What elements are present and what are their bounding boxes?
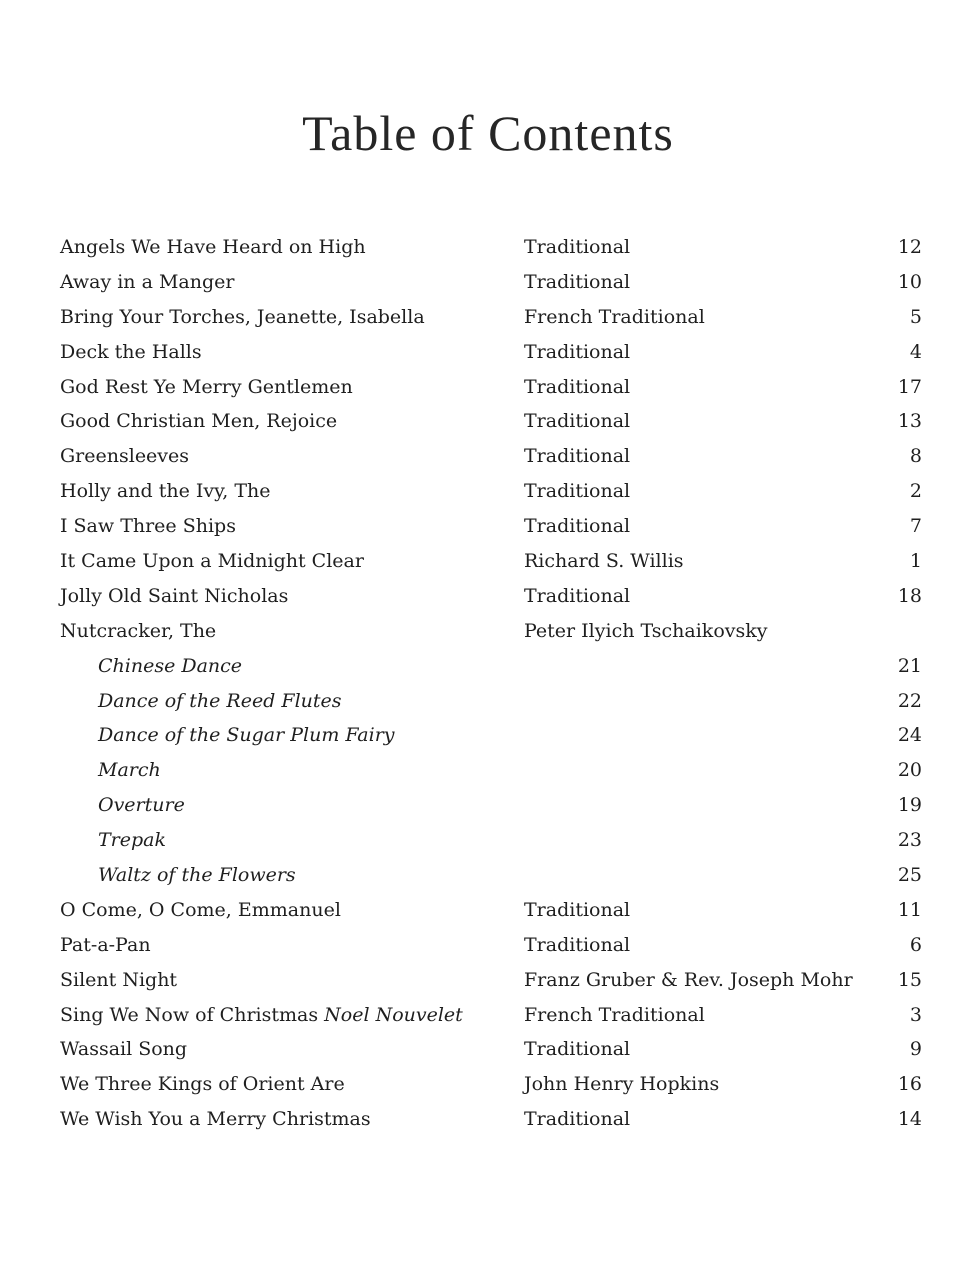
- toc-entry: [0, 788, 976, 823]
- song-title-text: O Come, O Come, Emmanuel: [60, 898, 341, 921]
- song-title-text: Bring Your Torches, Jeanette, Isabella: [60, 305, 425, 328]
- song-title-text: Greensleeves: [60, 445, 190, 468]
- song-title-text: Sing We Now of Christmas: [60, 1003, 319, 1026]
- toc-entry: [0, 265, 976, 300]
- composer: Franz Gruber & Rev. Joseph Mohr: [524, 968, 853, 991]
- song-title: [60, 928, 151, 963]
- song-title-text: Dance of the Reed Flutes: [98, 689, 342, 712]
- page-number: 21: [897, 654, 922, 677]
- composer: Richard S. Willis: [524, 550, 684, 573]
- toc-entry: [0, 928, 976, 963]
- composer: Traditional: [524, 898, 631, 921]
- page-number: 25: [897, 864, 922, 887]
- composer: Peter Ilyich Tschaikovsky: [524, 619, 768, 642]
- movement-title: [98, 788, 185, 823]
- page-number: 5: [909, 305, 922, 328]
- song-title-text: Away in a Manger: [60, 270, 235, 293]
- toc-entry: [0, 893, 976, 928]
- composer: Traditional: [524, 375, 631, 398]
- song-title-text: Chinese Dance: [98, 654, 243, 677]
- page-number: 1: [909, 550, 922, 573]
- song-title: [60, 579, 288, 614]
- movement-title: [98, 823, 166, 858]
- song-title: [60, 404, 337, 439]
- song-title: [60, 300, 425, 335]
- page-number: 15: [897, 968, 922, 991]
- toc-entry: [0, 370, 976, 405]
- toc-entry: [0, 439, 976, 474]
- composer: Traditional: [524, 515, 631, 538]
- composer: Traditional: [524, 1108, 631, 1131]
- song-title-text: Good Christian Men, Rejoice: [60, 410, 338, 433]
- page-number: 3: [909, 1003, 922, 1026]
- song-title: [60, 544, 364, 579]
- song-title-text: Silent Night: [60, 968, 178, 991]
- song-title-text: March: [98, 759, 161, 782]
- toc-entry: [0, 404, 976, 439]
- page-number: 18: [897, 584, 922, 607]
- song-title-text: Holly and the Ivy, The: [60, 480, 271, 503]
- song-title-text: Pat-a-Pan: [60, 933, 151, 956]
- composer: Traditional: [524, 410, 631, 433]
- page-number: 2: [909, 480, 922, 503]
- song-title-text: Jolly Old Saint Nicholas: [60, 584, 289, 607]
- toc-entry: [0, 1032, 976, 1067]
- composer: Traditional: [524, 236, 631, 258]
- song-title-text: Waltz of the Flowers: [98, 864, 296, 887]
- composer: Traditional: [524, 480, 631, 503]
- table-of-contents: [0, 230, 976, 1137]
- song-subtitle: Noel Nouvelet: [324, 1003, 463, 1026]
- page-number: 9: [909, 1038, 922, 1061]
- song-title-text: We Three Kings of Orient Are: [60, 1073, 345, 1096]
- song-title: [60, 335, 202, 370]
- toc-entry: [0, 230, 976, 265]
- song-title: [60, 998, 463, 1033]
- toc-entry: [0, 649, 976, 684]
- page-number: 7: [909, 515, 922, 538]
- composer: Traditional: [524, 340, 631, 363]
- song-title-text: God Rest Ye Merry Gentlemen: [60, 375, 353, 398]
- page-number: 11: [897, 898, 922, 921]
- page-number: 17: [897, 375, 922, 398]
- page-number: 12: [897, 236, 922, 258]
- song-title-text: I Saw Three Ships: [60, 515, 236, 538]
- toc-entry: [0, 718, 976, 753]
- song-title: [60, 474, 271, 509]
- composer: French Traditional: [524, 305, 705, 328]
- song-title-text: Dance of the Sugar Plum Fairy: [98, 724, 395, 747]
- song-title: [60, 1032, 187, 1067]
- movement-title: [98, 684, 342, 719]
- movement-title: [98, 858, 296, 893]
- composer: Traditional: [524, 1038, 631, 1061]
- toc-entry: [0, 998, 976, 1033]
- page-number: 24: [897, 724, 922, 747]
- page-number: 14: [897, 1108, 922, 1131]
- song-title: [60, 439, 189, 474]
- song-title: [60, 509, 236, 544]
- page-number: 16: [897, 1073, 922, 1096]
- page-number: 19: [897, 794, 922, 817]
- song-title-text: Wassail Song: [60, 1038, 188, 1061]
- page-number: 4: [909, 340, 922, 363]
- page-number: 20: [897, 759, 922, 782]
- composer: Traditional: [524, 584, 631, 607]
- toc-entry: [0, 614, 976, 649]
- song-title-text: It Came Upon a Midnight Clear: [60, 550, 364, 573]
- composer: Traditional: [524, 270, 631, 293]
- composer: John Henry Hopkins: [524, 1073, 720, 1096]
- composer: Traditional: [524, 933, 631, 956]
- song-title-text: Nutcracker, The: [60, 619, 217, 642]
- toc-entry: [0, 509, 976, 544]
- toc-entry: [0, 335, 976, 370]
- toc-entry: [0, 823, 976, 858]
- movement-title: [98, 753, 161, 788]
- page-number: 10: [897, 270, 922, 293]
- movement-title: [98, 718, 395, 753]
- composer: Traditional: [524, 445, 631, 468]
- toc-entry: [0, 544, 976, 579]
- toc-entry: [0, 1102, 976, 1137]
- toc-entry: [0, 474, 976, 509]
- page-title: Table of Contents: [302, 105, 674, 161]
- page-number: 8: [909, 445, 922, 468]
- song-title-text: Overture: [98, 794, 185, 817]
- movement-title: [98, 649, 242, 684]
- song-title: [60, 370, 353, 405]
- song-title: [60, 230, 366, 265]
- song-title: [60, 1067, 345, 1102]
- page-number: 6: [909, 933, 922, 956]
- song-title: [60, 963, 177, 998]
- toc-entry: [0, 963, 976, 998]
- toc-entry: [0, 753, 976, 788]
- song-title-text: We Wish You a Merry Christmas: [60, 1108, 371, 1131]
- song-title: [60, 1102, 371, 1137]
- toc-entry: [0, 300, 976, 335]
- song-title: [60, 614, 216, 649]
- page-number: 23: [897, 829, 922, 852]
- toc-entry: [0, 1067, 976, 1102]
- song-title-text: Deck the Halls: [60, 340, 202, 363]
- song-title-text: Trepak: [98, 829, 167, 852]
- page-number: 13: [897, 410, 922, 433]
- composer: French Traditional: [524, 1003, 705, 1026]
- toc-entry: [0, 858, 976, 893]
- toc-entry: [0, 684, 976, 719]
- song-title-text: Angels We Have Heard on High: [60, 236, 366, 258]
- toc-entry: [0, 579, 976, 614]
- song-title: [60, 265, 234, 300]
- song-title: [60, 893, 341, 928]
- page-number: 22: [897, 689, 922, 712]
